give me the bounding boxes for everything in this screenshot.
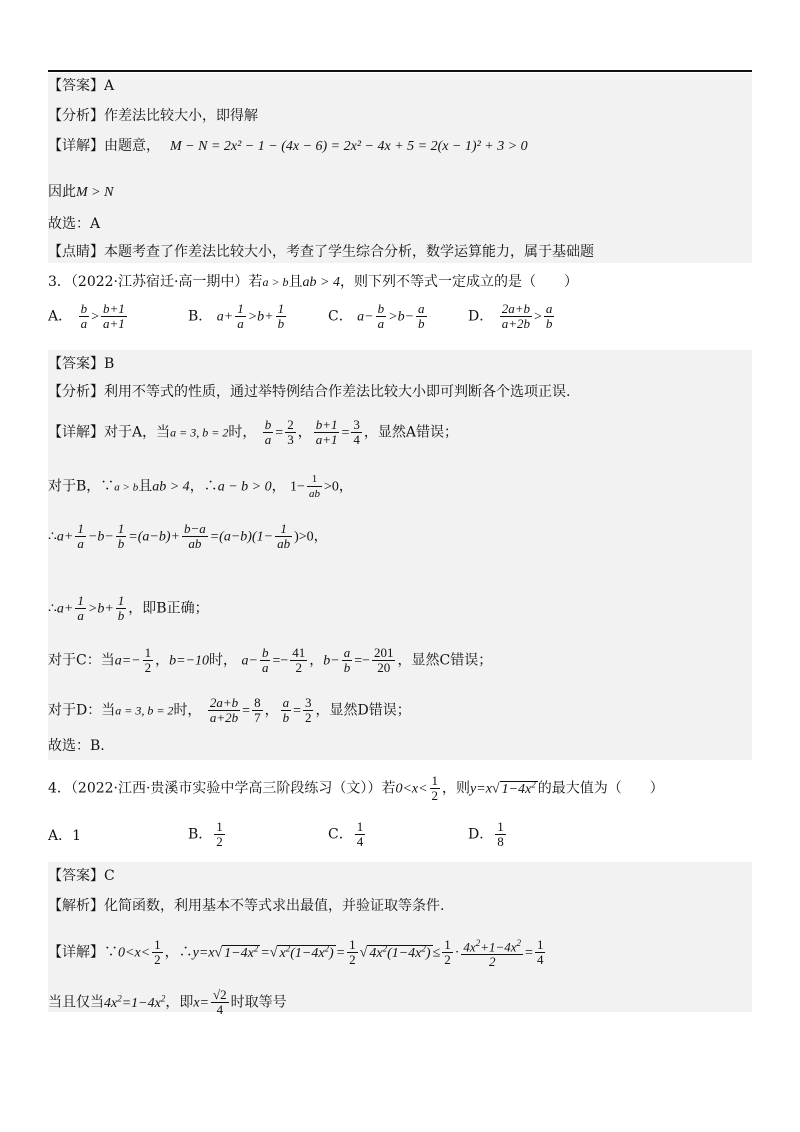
detail-a-suffix: ，显然A错误； bbox=[363, 424, 458, 441]
detail-d-prefix: 对于D：当 bbox=[48, 702, 116, 719]
detail-d-cond: a = 3, b = 2 bbox=[115, 703, 174, 718]
option-label: B． bbox=[188, 308, 213, 325]
question-4-stem: 4．（2022·江西·贵溪市实验中学高三阶段练习（文））若0<x< $\frac{1}{2}$ ，则y=x√ $1-4x^2$ 的最大值为（ ） bbox=[48, 773, 664, 804]
option-label: A． bbox=[48, 308, 73, 325]
detail-c-suffix: ，显然C错误； bbox=[397, 652, 493, 669]
option-label: C． bbox=[328, 826, 353, 843]
option-label: D． bbox=[468, 826, 494, 843]
option-b: B． a+ $\frac{1}{a}$ >b+ $\frac{1}{b}$ bbox=[188, 301, 285, 331]
fraction: $\frac{b}{a}$ bbox=[80, 301, 88, 331]
analysis-line: 【解析】化简函数，利用基本不等式求出最值，并验证取等条件. bbox=[48, 898, 445, 914]
choice-line: 故选：A bbox=[48, 216, 101, 232]
therefore-symbol: ∴ bbox=[48, 528, 57, 545]
detail-b-result: a − b > 0 bbox=[217, 479, 272, 495]
answer-line: 【答案】B bbox=[48, 356, 115, 372]
detail-label: 【详解】∵ bbox=[48, 944, 118, 961]
option-label: D． bbox=[468, 308, 494, 325]
analysis-line: 【分析】利用不等式的性质，通过举特例结合作差法比较大小即可判断各个选项正误. bbox=[48, 384, 571, 400]
detail-label: 【详解】由题意， bbox=[48, 138, 160, 154]
detail-c-when: 时， bbox=[209, 652, 238, 669]
detail-c-line: 对于C：当a=− $\frac{1}{2}$ ，b=−10时， a− $\frac{b}{a}$ =− $\frac{41}{2}$ ，b− $\frac{a}{b}$ =− $\frac{201}{20}$ ，显然C错误； bbox=[48, 645, 493, 675]
equality-line: 当且仅当$4x^2=1-4x^2$，即x= $\frac{√2}{4}$ 时取等号 bbox=[48, 987, 287, 1018]
detail-b-derivation: ∴a+ $\frac{1}{a}$ −b− $\frac{1}{b}$ =(a−b)+ $\frac{b-a}{ab}$ =(a−b)(1− $\frac{1}{ab}$ )>0， bbox=[48, 521, 328, 551]
comment-line: 【点睛】本题考查了作差法比较大小，考查了学生综合分析，数学运算能力，属于基础题 bbox=[48, 244, 594, 260]
detail-b-prefix: 对于B，∵ bbox=[48, 478, 115, 495]
stem-mid: ，则 bbox=[442, 780, 471, 797]
detail-d-when: 时， bbox=[173, 702, 202, 719]
detail-b-and: 且 bbox=[138, 478, 153, 495]
detail-a-when: 时， bbox=[228, 424, 257, 441]
detail-math: M − N = 2x² − 1 − (4x − 6) = 2x² − 4x + 5 = 2(x − 1)² + 3 > 0 bbox=[170, 139, 528, 154]
header-rule bbox=[48, 70, 752, 72]
stem-prefix: 4．（2022·江西·贵溪市实验中学高三阶段练习（文））若 bbox=[48, 780, 396, 797]
option-c: C． $\frac{1}{4}$ bbox=[328, 819, 364, 849]
detail-b-conclusion-text: ，即B正确； bbox=[128, 600, 209, 617]
therefore-math: M > N bbox=[76, 185, 114, 200]
option-c: C． a− $\frac{b}{a}$ >b− $\frac{a}{b}$ bbox=[328, 301, 425, 331]
stem-suffix: 的最大值为（ ） bbox=[537, 780, 664, 797]
option-b: B． $\frac{1}{2}$ bbox=[188, 819, 223, 849]
detail-a-prefix: 【详解】对于A，当 bbox=[48, 424, 171, 441]
option-label: B． bbox=[188, 826, 213, 843]
detail-b-cond2: ab > 4 bbox=[152, 479, 190, 495]
condition-2: ab > 4 bbox=[302, 275, 340, 290]
detail-line: 【详解】∵0<x< $\frac{1}{2}$ ，∴y=x√ $1-4x^2$ =√ $x^2(1-4x^2)$ = $\frac{1}{2}$ √ $4x^2(1-4x^2)$ ≤ $\frac{1}{2}$ · $\frac{4x^2+1-4x^2}{2}$ = $\frac{1}{4}$ bbox=[48, 937, 544, 970]
answer-line: 【答案】A bbox=[48, 78, 115, 94]
equality-mid: ，即 bbox=[165, 994, 194, 1011]
detail-a-cond: a = 3, b = 2 bbox=[170, 425, 229, 440]
therefore-symbol: ∴ bbox=[48, 600, 57, 617]
fraction: $\frac{b+1}{a+1}$ bbox=[102, 301, 125, 331]
therefore-line bbox=[48, 182, 113, 203]
equality-prefix: 当且仅当 bbox=[48, 994, 104, 1011]
condition-1: a > b bbox=[262, 275, 289, 289]
detail-b-conclusion: ∴a+ $\frac{1}{a}$ >b+ $\frac{1}{b}$ ，即B正确； bbox=[48, 593, 209, 623]
option-a: A．1 bbox=[48, 828, 82, 844]
stem-prefix: 3．（2022·江苏宿迁·高一期中）若 bbox=[48, 274, 263, 290]
choice-line: 故选：B. bbox=[48, 738, 105, 754]
detail-d-suffix: ，显然D错误； bbox=[315, 702, 411, 719]
option-a: A． $\frac{b}{a}$ > $\frac{b+1}{a+1}$ bbox=[48, 301, 125, 331]
question-3-stem bbox=[48, 272, 578, 293]
detail-b-line: 对于B，∵a > b且ab > 4，∴a − b > 0， 1− $\frac{1}{ab}$ >0， bbox=[48, 473, 353, 500]
detail-d-line: 对于D：当a = 3, b = 2时， $\frac{2a+b}{a+2b}$ = $\frac{8}{7}$ ， $\frac{a}{b}$ = $\frac{3}{2}$ ，显然D错误； bbox=[48, 695, 411, 725]
answer-block-q2 bbox=[48, 73, 752, 263]
detail-b-cond1: a > b bbox=[114, 481, 139, 494]
detail-c-prefix: 对于C：当 bbox=[48, 652, 115, 669]
option-d: D． $\frac{1}{8}$ bbox=[468, 819, 504, 849]
option-d: D． $\frac{2a+b}{a+2b}$ > $\frac{a}{b}$ bbox=[468, 301, 553, 331]
stem-suffix: ，则下列不等式一定成立的是（ ） bbox=[340, 274, 578, 290]
option-label: C． bbox=[328, 308, 353, 325]
answer-line: 【答案】C bbox=[48, 868, 115, 884]
stem-and: 且 bbox=[288, 274, 303, 290]
therefore-prefix: 因此 bbox=[48, 184, 76, 200]
detail-a-line: 【详解】对于A，当a = 3, b = 2时， $\frac{b}{a}$ = $\frac{2}{3}$ ， $\frac{b+1}{a+1}$ = $\frac{3}{4}$ ，显然A错误； bbox=[48, 417, 458, 447]
detail-line bbox=[48, 136, 528, 157]
equality-suffix: 时取等号 bbox=[230, 994, 287, 1011]
detail-b-mid: ，∴ bbox=[189, 478, 218, 495]
analysis-line: 【分析】作差法比较大小，即得解 bbox=[48, 108, 258, 124]
